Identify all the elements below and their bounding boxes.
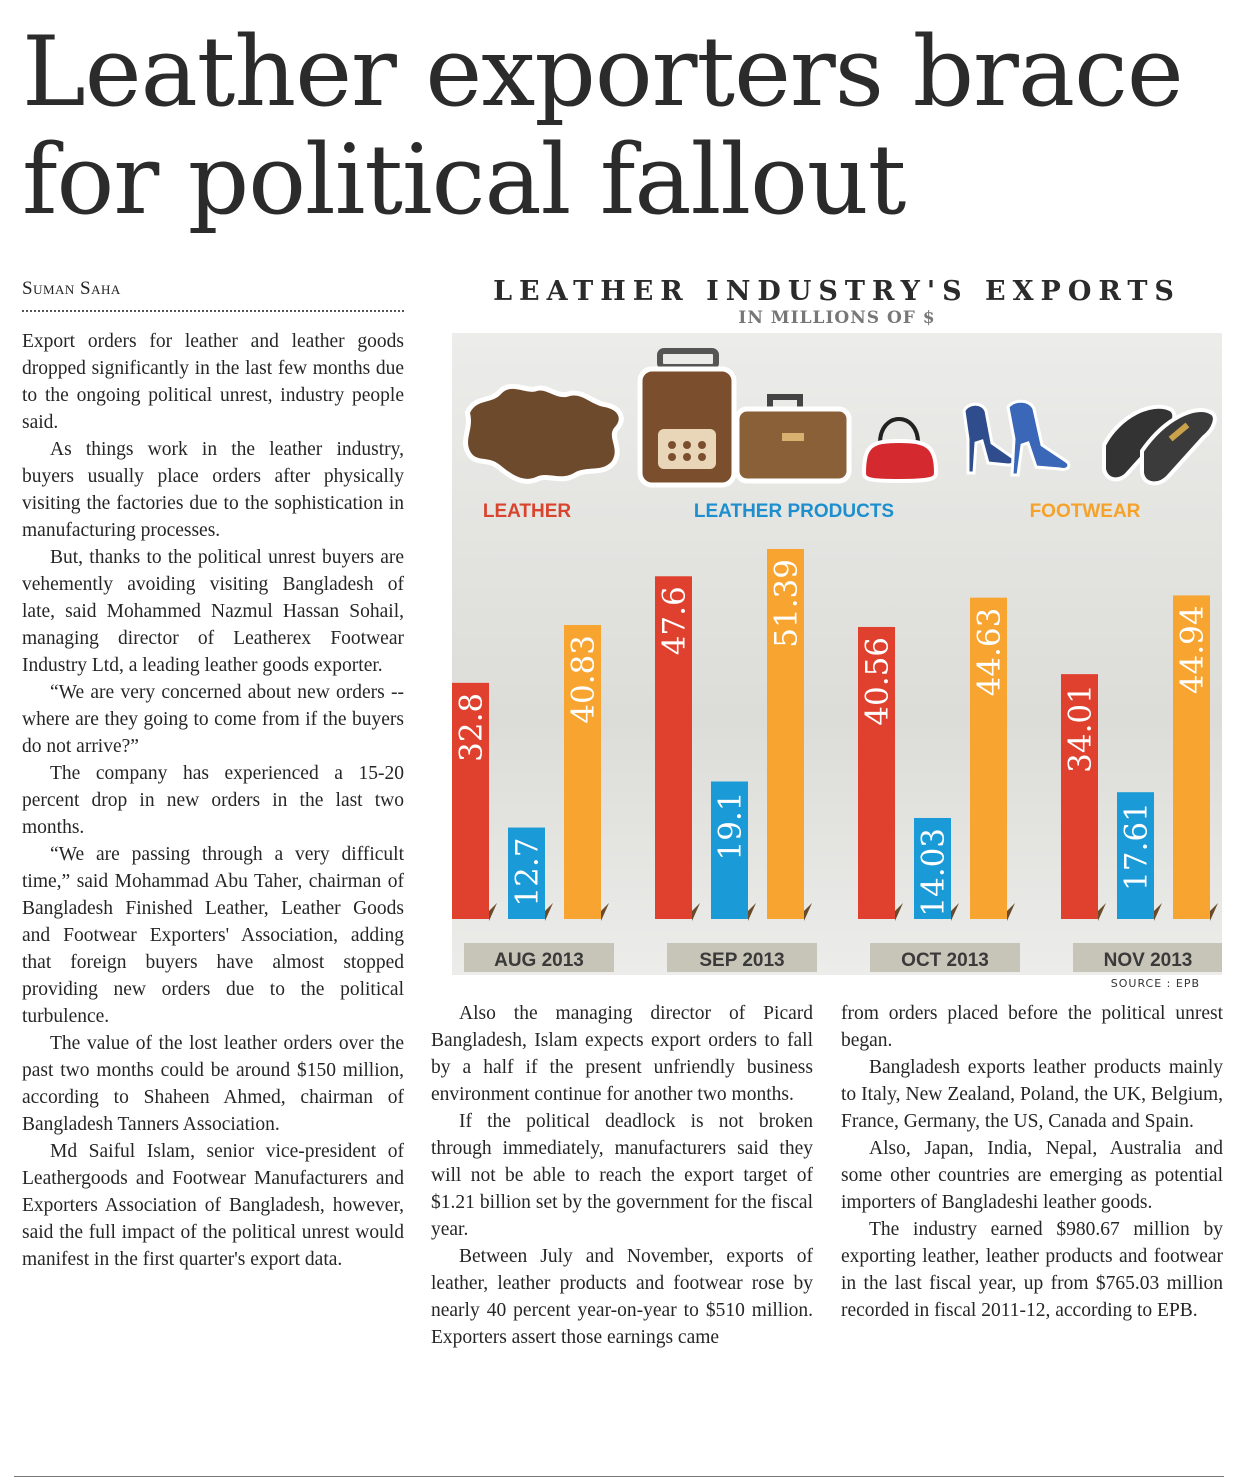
bar-value-label: 51.39 [768,558,805,648]
bar-value-label: 44.94 [1174,605,1211,695]
paragraph: The industry earned $980.67 million by exporting leather, leather products and footwear in the last fiscal year, up from $765.03 million recorded in fiscal 2011-12, according to EPB. [841,1219,1223,1321]
legend-leather: LEATHER [482,501,572,522]
chart-title: LEATHER INDUSTRY'S EXPORTS [493,276,1181,307]
chart-subtitle: IN MILLIONS OF $ [738,308,936,328]
paragraph: Bangladesh exports leather products mainly to Italy, New Zealand, Poland, the UK, Belgium, France, Germany, the US, Canada and Spain. [841,1057,1223,1132]
bar-group [452,549,1218,921]
bar-value-label: 40.83 [565,635,602,724]
suitcase-icon [640,351,734,485]
bottom-rule [14,1476,1224,1477]
bar-fold [692,903,700,921]
x-tick-label: NOV 2013 [1103,950,1193,971]
paragraph: The company has experienced a 15-20 percent drop in new orders in the last two months. [22,763,404,838]
x-tick-label: AUG 2013 [494,950,584,971]
bar-fold [804,903,812,921]
bar-fold [1210,903,1218,921]
chart-source: SOURCE : EPB [1110,977,1200,990]
bar-value-label: 47.6 [656,586,693,656]
bar-fold [1098,903,1106,921]
paragraph: Also the managing director of Picard Bangladesh, Islam expects export orders to fall by a half if the present unfriendly business environment continue for another two months. [431,1003,813,1105]
bar-fold [601,903,609,921]
x-tick-label: OCT 2013 [901,950,989,971]
paragraph: If the political deadlock is not broken through immediately, manufacturers said they will not be able to reach the export target of $1.21 billion set by the government for the fiscal year. [431,1111,813,1240]
paragraph: Between July and November, exports of leather, leather products and footwear rose by nearly 40 percent year-on-year to $510 million. Exporters assert those earnings came [431,1246,813,1348]
x-tick-label: SEP 2013 [699,950,785,971]
paragraph: from orders placed before the political unrest began. [841,1003,1223,1051]
legend-footwear: FOOTWEAR [1029,501,1141,522]
article-column-1 [22,328,404,1273]
bar-fold [951,903,959,921]
paragraph: Md Saiful Islam, senior vice-president of Leathergoods and Footwear Manufacturers and Exporters Association of Bangladesh, however, said the full impact of the political unrest would manifest in the first quarter's export data. [22,1141,404,1270]
paragraph: As things work in the leather industry, buyers usually place orders after physically visiting the factories due to the sophistication in manufacturing processes. [22,439,404,541]
briefcase-icon [737,397,849,481]
headline [22,18,1222,234]
bar-fold [895,903,903,921]
bar-fold [1154,903,1162,921]
bar-fold [1007,903,1015,921]
heels-icon [964,401,1069,475]
legend-leather-products: LEATHER PRODUCTS [693,501,895,522]
x-axis-labels [464,943,1222,972]
paragraph: Also, Japan, India, Nepal, Australia and some other countries are emerging as potential importers of Bangladeshi leather goods. [841,1138,1223,1213]
paragraph: The value of the lost leather orders over the past two months could be around $150 million, according to Shaheen Ahmed, chairman of Bangladesh Tanners Association. [22,1033,404,1135]
byline-divider [22,310,404,312]
article-column-3 [841,1000,1223,1324]
headline-line-1: Leather exporters brace [22,16,1183,128]
bar-fold [545,903,553,921]
leather-hide-icon [468,389,619,479]
bar-value-label: 44.63 [971,607,1008,697]
exports-bar-chart [452,333,1222,975]
byline: Suman Saha [22,278,121,299]
article-column-2 [431,1000,813,1351]
loafers-icon [1104,407,1215,484]
paragraph: But, thanks to the political unrest buyers are vehemently avoiding visiting Bangladesh of late, said Mohammed Nazmul Hassan Sohail, managing director of Leatherex Footwear Industry Ltd, a leading leather goods exporter. [22,547,404,676]
bar-value-label: 40.56 [859,636,896,726]
paragraph: “We are very concerned about new orders -- where are they going to come from if the buyers do not arrive?” [22,682,404,757]
bar-fold [748,903,756,921]
bar-value-label: 32.8 [453,692,490,762]
paragraph: “We are passing through a very difficult time,” said Mohammad Abu Taher, chairman of Bangladesh Finished Leather, Leather Goods and Footwear Exporters' Association, adding that foreign buyers have almost stopped providing new orders due to the political turbulence. [22,844,404,1027]
bar-fold [489,903,497,921]
bar-value-label: 17.61 [1118,802,1155,891]
bar-value-label: 19.1 [712,791,749,861]
paragraph: Export orders for leather and leather goods dropped significantly in the last few months due to the ongoing political unrest, industry people said. [22,331,404,433]
handbag-icon [864,419,936,481]
bar-value-label: 14.03 [915,827,952,917]
bar-value-label: 34.01 [1062,684,1099,773]
headline-line-2: for political fallout [22,124,906,236]
bar-value-label: 12.7 [509,837,546,907]
